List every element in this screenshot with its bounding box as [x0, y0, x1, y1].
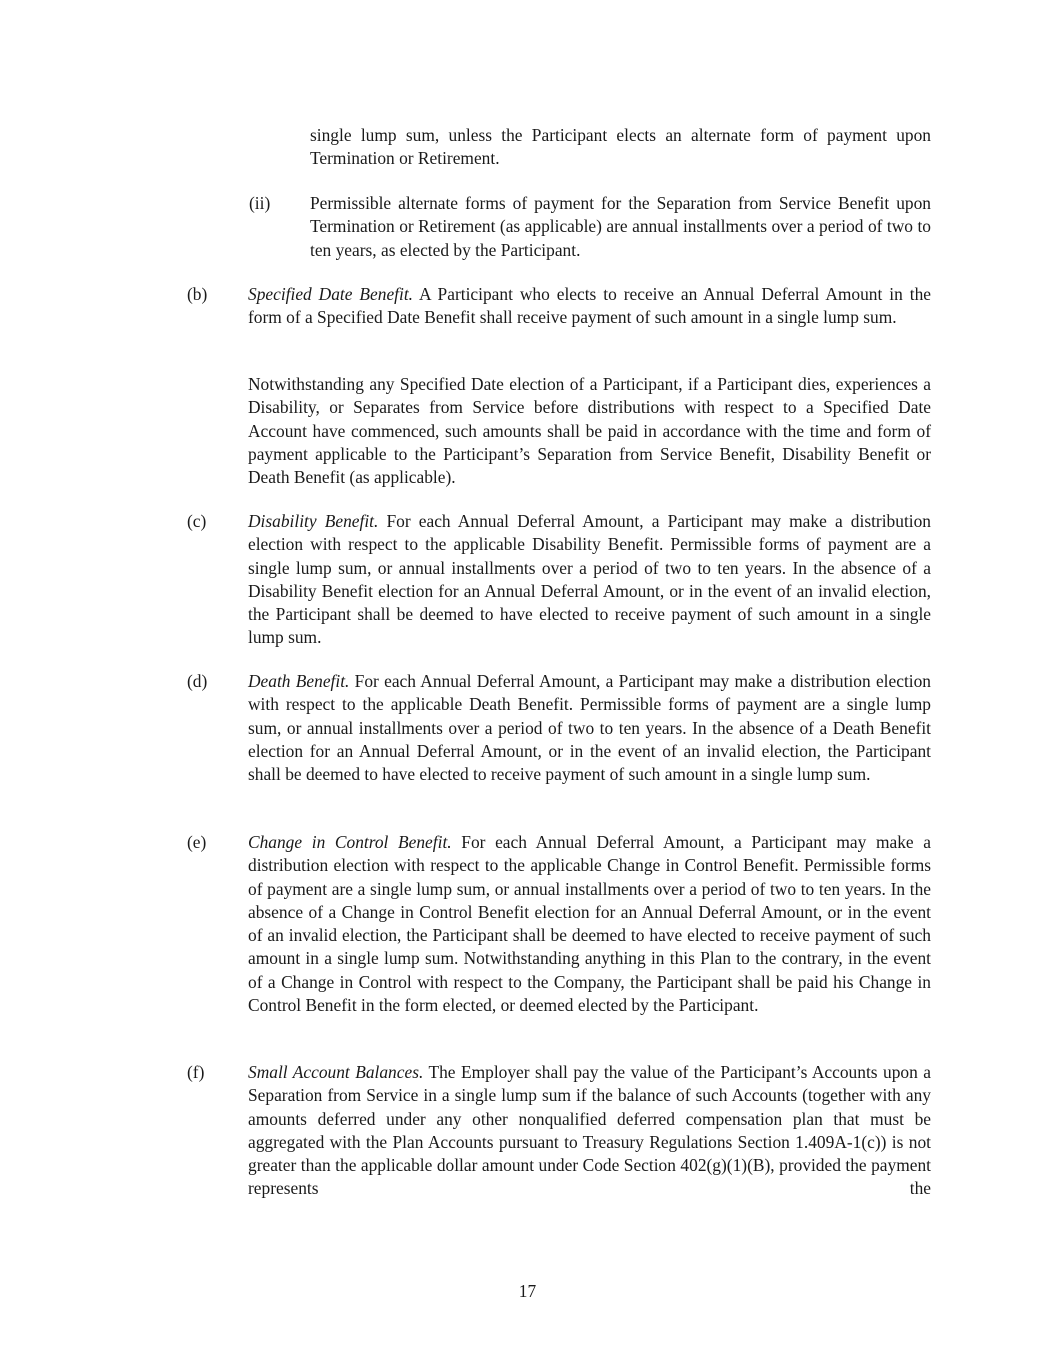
item-e-label: (e) [187, 832, 207, 852]
item-c-label: (c) [187, 511, 207, 531]
item-f-label: (f) [187, 1062, 205, 1082]
item-f-text [248, 1061, 931, 1201]
item-ii-label: (ii) [249, 193, 271, 213]
item-f-body: The Employer shall pay the value of the Participant’s Accounts upon a Separation from Service in a single lump sum if the balance of such Accounts (together with any amounts deferred under any other nonqualified deferred compensation plan that must be aggregated with the Plan Accounts pursuant to Treasury Regulations Section 1.409A-1(c)) is not greater than the applicable dollar amount under Code Section 402(g)(1)(B), provided the payment represents the [248, 1062, 931, 1199]
item-b-text [248, 283, 931, 330]
item-e-body: For each Annual Deferral Amount, a Participant may make a distribution election with respect to the applicable Change in Control Benefit. Permissible forms of payment are a single lump sum, or annual installments over a period of two to ten years. In the absence of a Change in Control Benefit election for an Annual Deferral Amount, or in the event of an invalid election, the Participant shall be deemed to have elected to receive payment of such amount in a single lump sum. Notwithstanding anything in this Plan to the contrary, in the event of a Change in Control with respect to the Company, the Participant shall be paid his Change in Control Benefit in the form elected, or deemed elected by the Participant. [248, 832, 931, 1016]
continued-paragraph: single lump sum, unless the Participant elects an alternate form of payment upon Termination or Retirement. [310, 125, 931, 169]
item-c-body: For each Annual Deferral Amount, a Participant may make a distribution election with respect to the applicable Disability Benefit. Permissible forms of payment are a single lump sum, or annual installments over a period of two to ten years. In the absence of a Disability Benefit election for an Annual Deferral Amount, or in the event of an invalid election, the Participant shall be deemed to have elected to receive payment of such amount in a single lump sum. [248, 511, 932, 648]
item-d-body: For each Annual Deferral Amount, a Participant may make a distribution election with respect to the applicable Death Benefit. Permissible forms of payment are a single lump sum, or annual installments over a period of two to ten years. In the absence of a Death Benefit election for an Annual Deferral Amount, or in the event of an invalid election, the Participant shall be deemed to have elected to receive payment of such amount in a single lump sum. [248, 671, 931, 785]
item-b-notwithstanding: Notwithstanding any Specified Date election of a Participant, if a Participant dies, experiences a Disability, or Separates from Service before distributions with respect to a Specified Date Account have commenced, such amounts shall be paid in accordance with the time and form of payment applicable to the Participant’s Separation from Service Benefit, Disability Benefit or Death Benefit (as applicable). [248, 374, 931, 488]
item-d-title: Death Benefit. [248, 671, 350, 691]
item-b-title: Specified Date Benefit. [248, 284, 414, 304]
item-c-title: Disability Benefit. [248, 511, 379, 531]
item-f-title: Small Account Balances. [248, 1062, 424, 1082]
item-b-label: (b) [187, 284, 208, 304]
item-d-text [248, 670, 931, 786]
item-d-label: (d) [187, 671, 208, 691]
item-b-body: A Participant who elects to receive an Annual Deferral Amount in the form of a Specified Date Benefit shall receive payment of such amount in a single lump sum. [248, 284, 931, 328]
item-e-text [248, 831, 931, 1017]
item-c-text [248, 510, 931, 650]
item-e-title: Change in Control Benefit. [248, 832, 452, 852]
item-ii-text: Permissible alternate forms of payment for the Separation from Service Benefit upon Termination or Retirement (as applicable) are annual installments over a period of two to ten years, as elected by the Participant. [310, 193, 931, 260]
page-number: 17 [518, 1281, 537, 1301]
